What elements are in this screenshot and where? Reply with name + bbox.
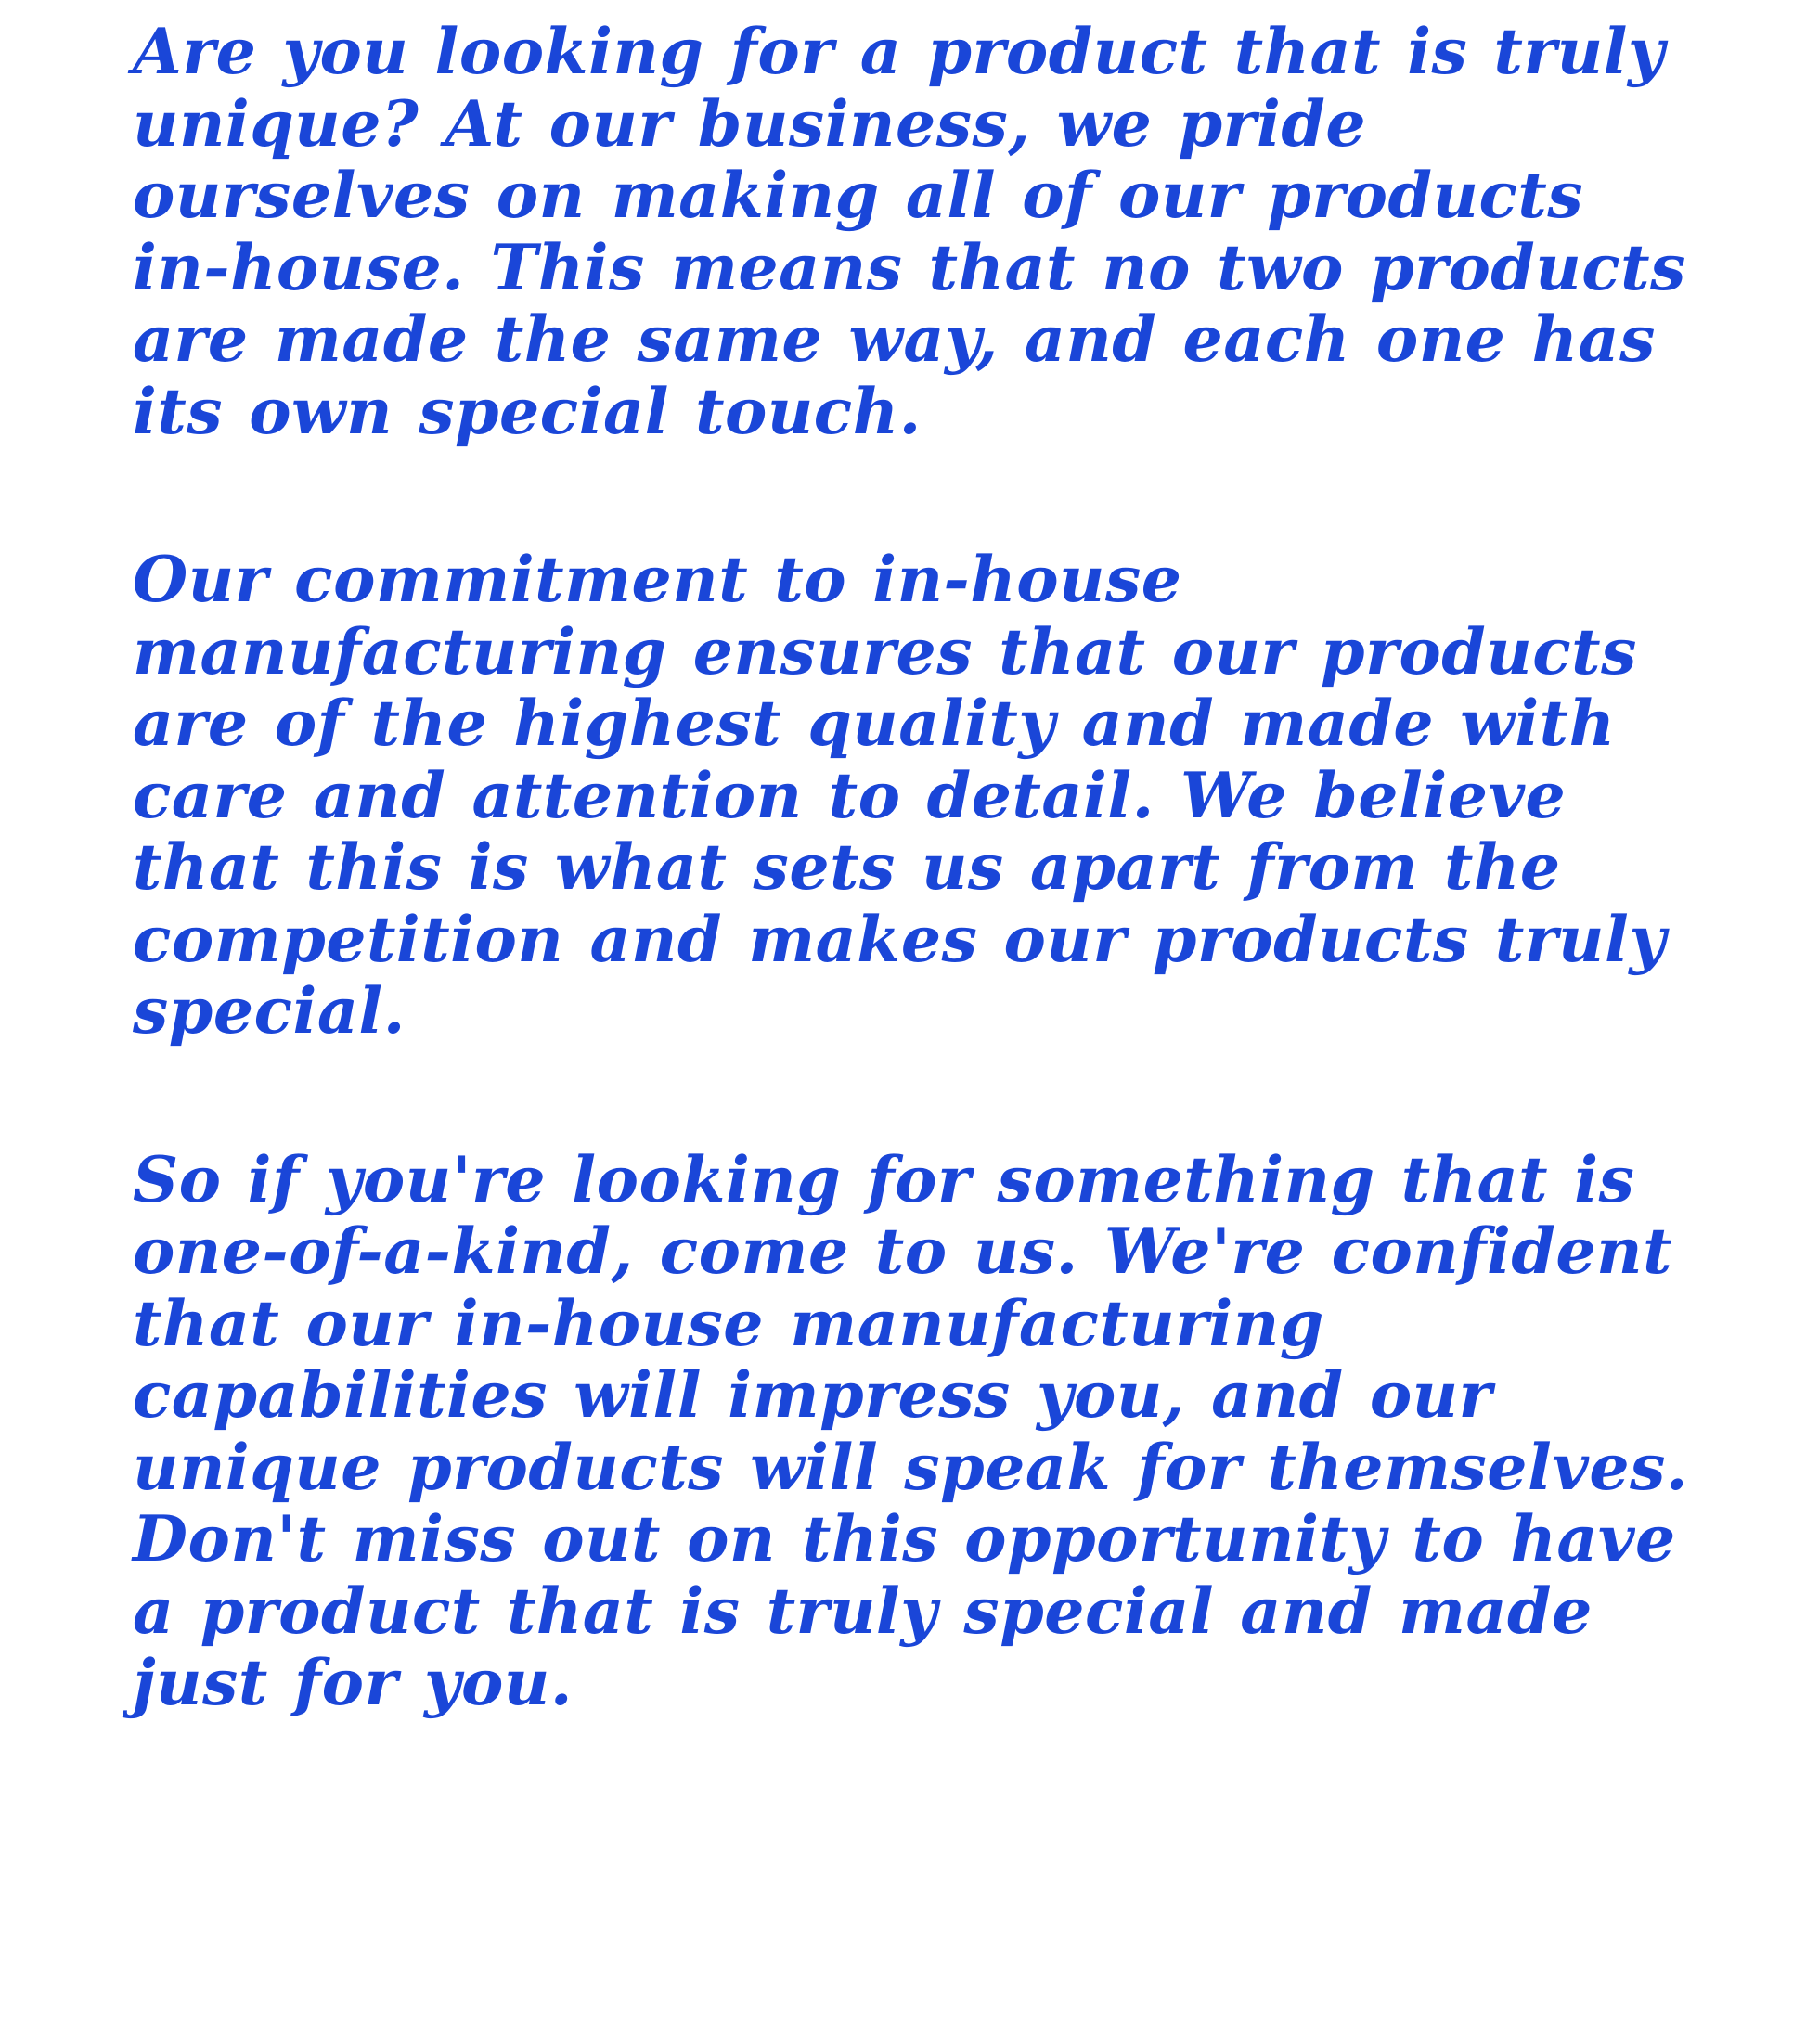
paragraph-2: Our commitment to in-house manufacturing ensures that our products are of the highest quality and made with care and attention to detail. We believe that this is what sets us apart from the competition and makes our products truly special. — [133, 543, 1667, 1049]
paragraph-3: So if you're looking for something that is one-of-a-kind, come to us. We're confident that our in-house manufacturing capabilities will impress you, and our unique products will speak for themselves. Don't miss out on this opportunity to have a product that is truly special and made just for you. — [133, 1142, 1689, 1721]
paragraph-1: Are you looking for a product that is truly unique? At our business, we pride ourselves on making all of our products in-house. This means that no two products are made the same way, and each one has its own special touch. — [133, 15, 1686, 449]
